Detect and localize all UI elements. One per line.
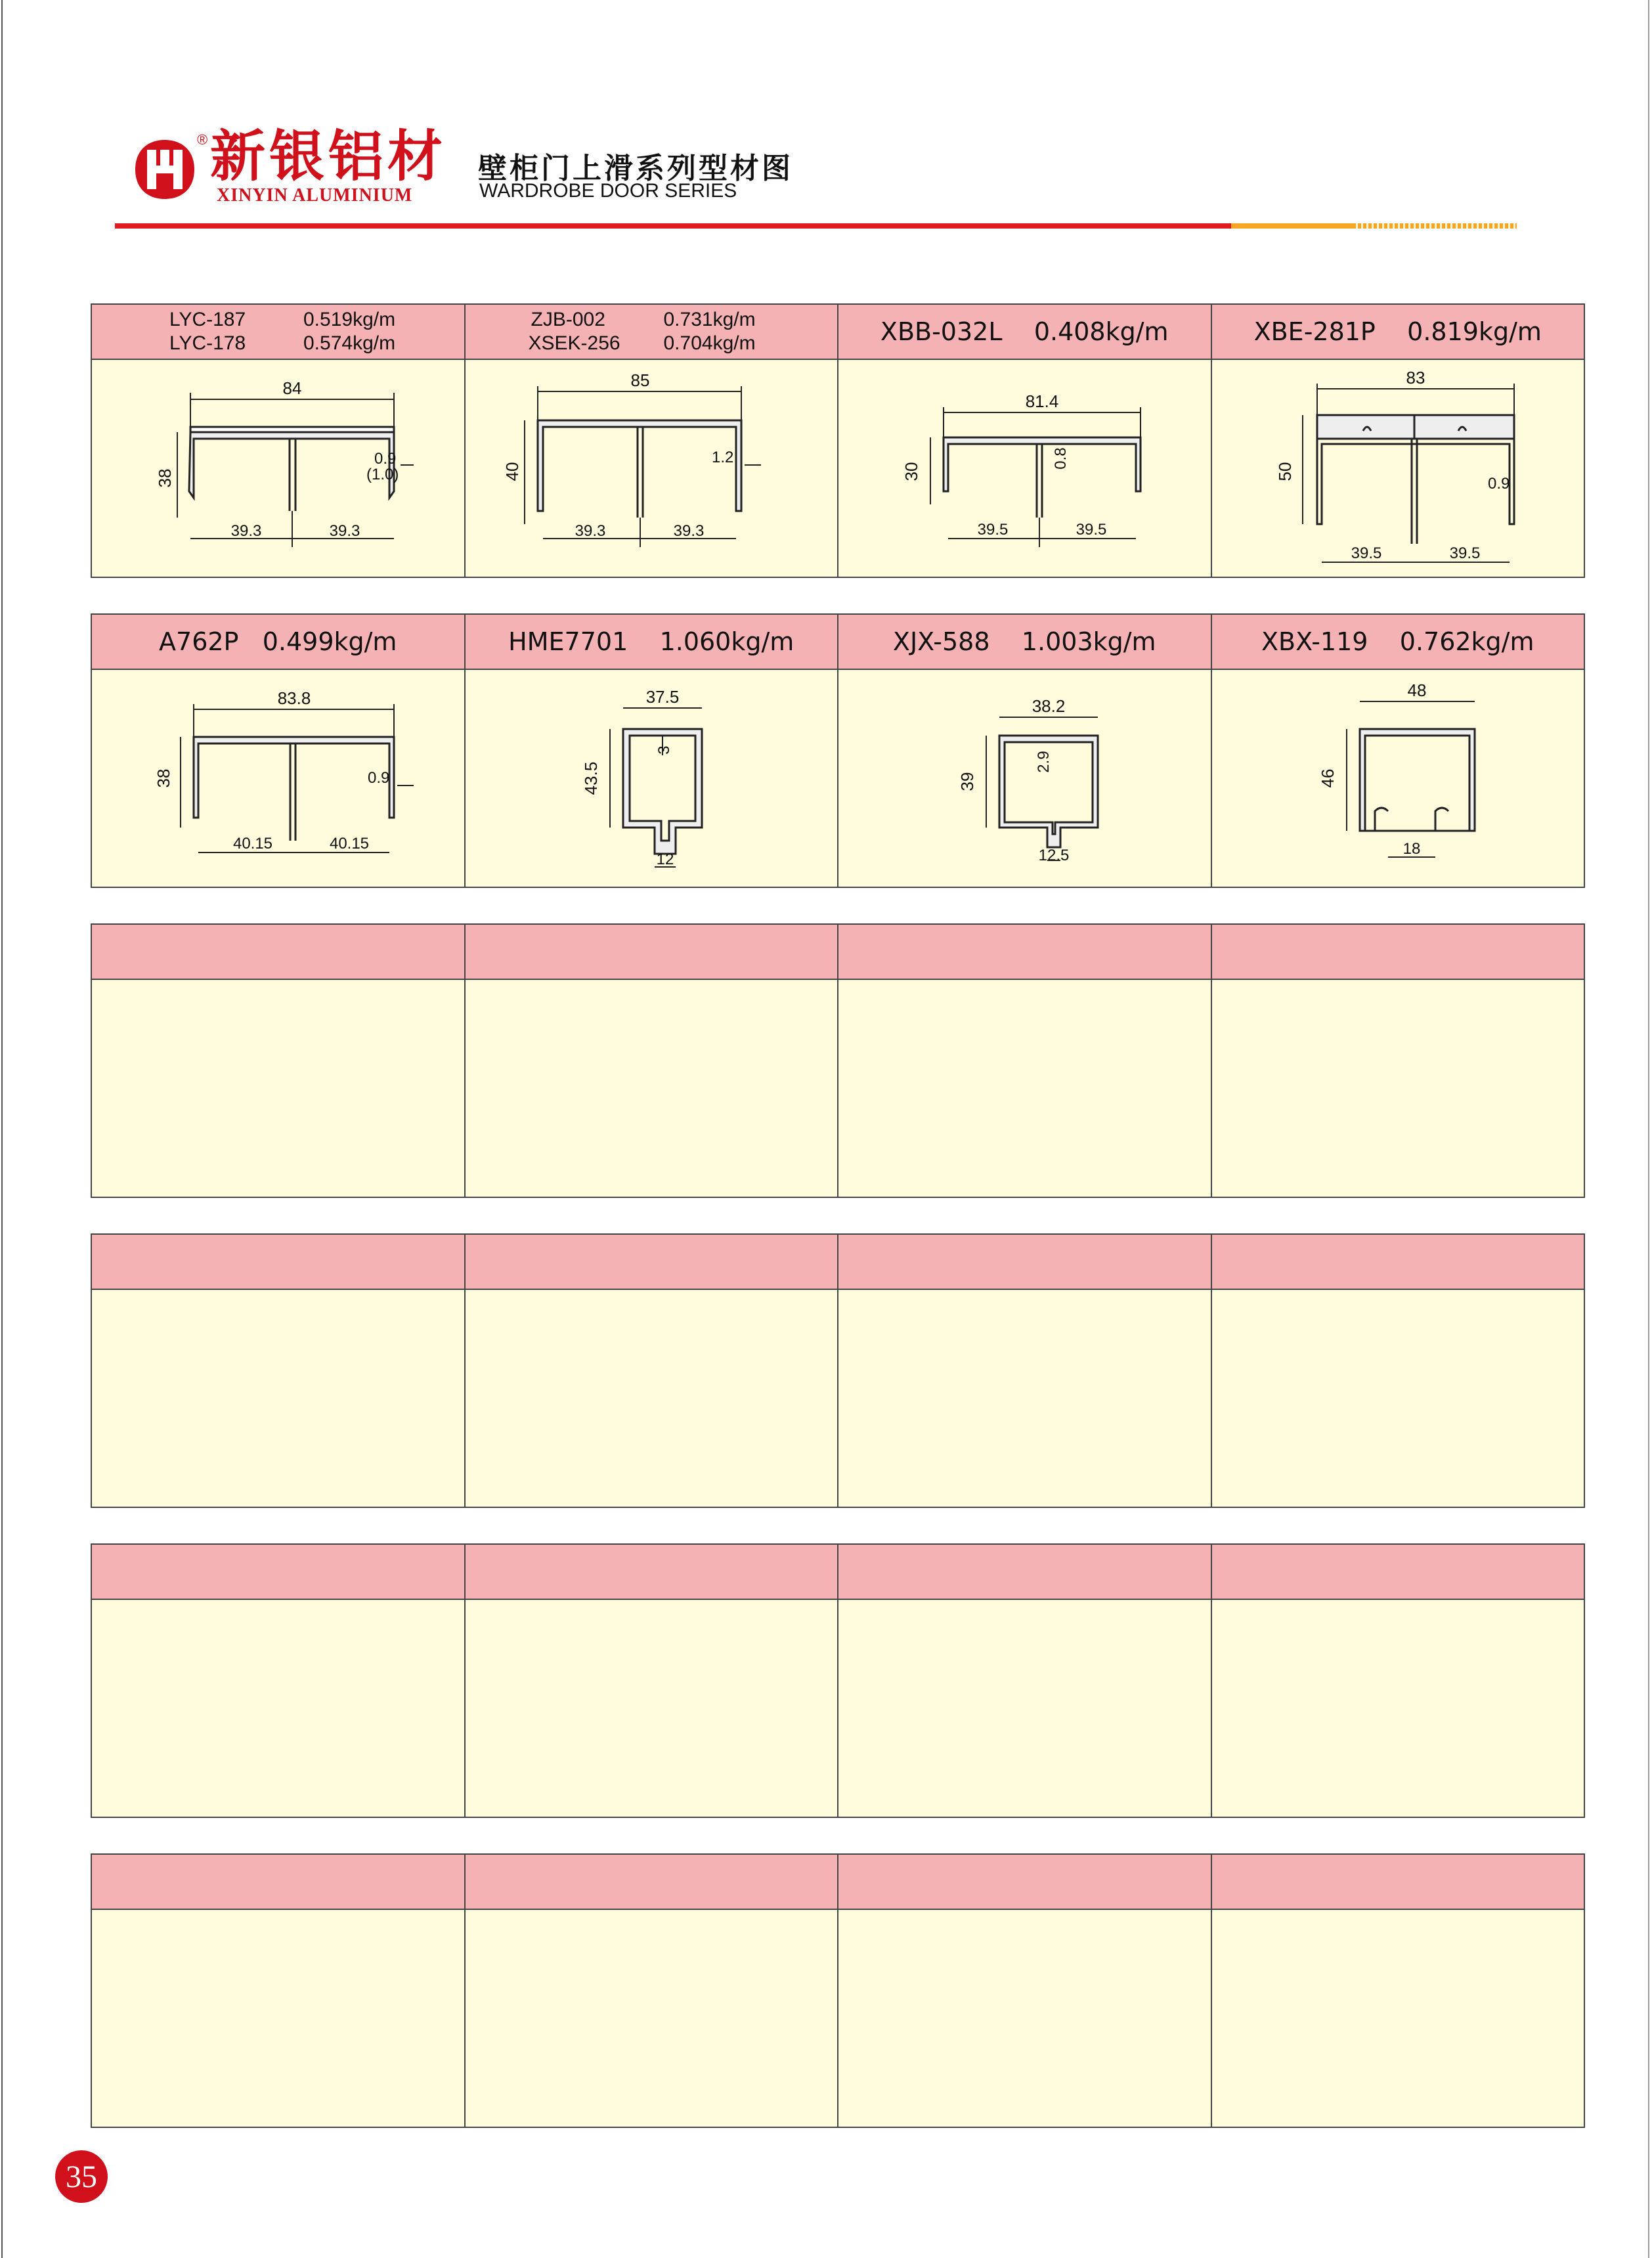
empty-body-cell (92, 1600, 466, 1817)
profile-drawing-xjx588 (838, 670, 1212, 887)
empty-body-cell (838, 1600, 1212, 1817)
dim-wall: 0.8 (1052, 447, 1070, 470)
profile-drawing-zjb (466, 360, 839, 577)
profile-table-1 (91, 303, 1585, 578)
header-rule-orange (1231, 223, 1353, 229)
empty-header-cell (838, 1235, 1212, 1289)
empty-header-cell (838, 1545, 1212, 1599)
profile-drawing-xbx119 (1212, 670, 1584, 887)
empty-header-cell (838, 925, 1212, 979)
dim-width: 38.2 (1032, 696, 1066, 716)
registered-mark: ® (197, 131, 208, 148)
section-drawing (466, 670, 837, 887)
section-drawing (92, 670, 464, 887)
empty-body-cell (838, 1290, 1212, 1507)
dim-height: 46 (1317, 768, 1337, 788)
dim-left: 39.5 (977, 521, 1009, 539)
dim-wall: 0.9 (374, 450, 397, 468)
empty-header-cell (466, 1855, 839, 1909)
page-border-right (1648, 0, 1649, 2258)
dim-width: 84 (282, 378, 302, 398)
profile-code: LYC-187 (169, 309, 246, 330)
profile-drawing-xbb (838, 360, 1212, 577)
empty-header-cell (92, 1235, 466, 1289)
section-drawing (1212, 360, 1584, 577)
profile-title: HME7701 1.060kg/m (508, 627, 794, 656)
dim-left: 39.3 (575, 522, 605, 540)
empty-header-cell (1212, 1545, 1584, 1599)
empty-body-cell (1212, 1910, 1584, 2127)
profile-drawing-lyc (92, 360, 466, 577)
dim-width: 83 (1406, 368, 1425, 387)
empty-body-cell (1212, 1290, 1584, 1507)
empty-body-cell (1212, 980, 1584, 1197)
section-drawing (92, 360, 464, 577)
empty-header-cell (92, 1855, 466, 1909)
profile-header-xbb (838, 305, 1212, 359)
empty-header-cell (466, 1545, 839, 1599)
empty-header-cell (1212, 1855, 1584, 1909)
brand-logo-icon (129, 137, 201, 202)
profile-weight: 0.574kg/m (303, 332, 396, 354)
dim-height: 43.5 (580, 761, 601, 795)
profile-title: XBE-281P 0.819kg/m (1253, 317, 1542, 346)
dim-bottom: 12 (656, 851, 674, 868)
empty-header-cell (1212, 925, 1584, 979)
profile-title: A762P 0.499kg/m (159, 627, 397, 656)
profile-header-lyc (92, 305, 466, 359)
dim-height: 39 (957, 772, 977, 791)
dim-wall: 0.9 (368, 769, 390, 787)
dim-left: 39.3 (230, 522, 262, 540)
profile-drawing-xbe (1212, 360, 1584, 577)
empty-table-6 (91, 1853, 1585, 2128)
empty-header-cell (92, 1545, 466, 1599)
section-drawing (838, 670, 1210, 887)
empty-table-4 (91, 1233, 1585, 1508)
section-drawing (1212, 670, 1584, 887)
profile-code: XSEK-256 (528, 332, 620, 354)
profile-weight: 0.704kg/m (663, 332, 756, 354)
empty-body-cell (466, 1290, 839, 1507)
profile-code: LYC-178 (169, 332, 246, 354)
dim-right: 40.15 (329, 835, 370, 852)
profile-code: ZJB-002 (531, 309, 605, 330)
profile-header-hme7701 (466, 615, 839, 669)
empty-body-cell (466, 1600, 839, 1817)
dim-bottom: 18 (1402, 840, 1420, 858)
profile-header-xjx588 (838, 615, 1212, 669)
dim-inner: 2.9 (1035, 751, 1053, 773)
header-rule-red (115, 223, 1231, 229)
dim-height: 38 (155, 468, 175, 488)
profile-title: XBX-119 0.762kg/m (1261, 627, 1534, 656)
dim-width: 81.4 (1025, 391, 1059, 411)
series-title-cn: 壁柜门上滑系列型材图 (478, 152, 793, 185)
empty-table-3 (91, 923, 1585, 1198)
series-title-en: WARDROBE DOOR SERIES (479, 180, 737, 202)
dim-right: 39.5 (1449, 544, 1480, 562)
dim-right: 39.3 (673, 522, 704, 540)
empty-header-cell (466, 925, 839, 979)
profile-table-2 (91, 613, 1585, 888)
empty-body-cell (92, 1290, 466, 1507)
dim-wall-alt: (1.0) (366, 466, 399, 483)
empty-header-cell (92, 925, 466, 979)
profile-weight: 0.731kg/m (663, 309, 756, 330)
section-drawing (838, 360, 1210, 577)
dim-wall: 0.9 (1487, 475, 1510, 493)
page-number: 35 (55, 2150, 108, 2203)
empty-body-cell (466, 1910, 839, 2127)
dim-left: 39.5 (1351, 544, 1381, 562)
empty-body-cell (1212, 1600, 1584, 1817)
empty-header-cell (838, 1855, 1212, 1909)
dim-height: 38 (154, 768, 173, 788)
brand-name-cn: 新银铝材 (210, 124, 447, 188)
profile-drawing-hme7701 (466, 670, 839, 887)
profile-weight: 0.519kg/m (303, 309, 396, 330)
dim-height: 50 (1274, 462, 1295, 481)
profile-header-zjb (466, 305, 839, 359)
dim-inner: 3 (655, 745, 673, 755)
empty-body-cell (838, 980, 1212, 1197)
profile-title: XBB-032L 0.408kg/m (880, 317, 1169, 346)
dim-right: 39.3 (329, 522, 360, 540)
empty-body-cell (92, 980, 466, 1197)
dim-right: 39.5 (1076, 521, 1107, 539)
profile-header-a762p (92, 615, 466, 669)
empty-body-cell (838, 1910, 1212, 2127)
dim-left: 40.15 (232, 835, 273, 852)
section-drawing (466, 360, 837, 577)
dim-width: 83.8 (277, 688, 311, 708)
profile-drawing-a762p (92, 670, 466, 887)
profile-header-xbe (1212, 305, 1584, 359)
profile-header-xbx119 (1212, 615, 1584, 669)
empty-body-cell (466, 980, 839, 1197)
brand-name-en: XINYIN ALUMINIUM (217, 185, 413, 206)
dim-width: 85 (630, 370, 649, 390)
dim-width: 37.5 (645, 687, 679, 707)
dim-width: 48 (1407, 680, 1426, 700)
page-border-left (1, 0, 3, 2258)
profile-title: XJX-588 1.003kg/m (892, 627, 1156, 656)
dim-height: 40 (502, 462, 522, 481)
dim-bottom: 12.5 (1038, 847, 1070, 864)
empty-table-5 (91, 1543, 1585, 1818)
empty-header-cell (1212, 1235, 1584, 1289)
empty-header-cell (466, 1235, 839, 1289)
header-rule-dotted (1353, 223, 1517, 229)
dim-wall: 1.2 (711, 449, 733, 466)
dim-height: 30 (902, 462, 921, 481)
empty-body-cell (92, 1910, 466, 2127)
